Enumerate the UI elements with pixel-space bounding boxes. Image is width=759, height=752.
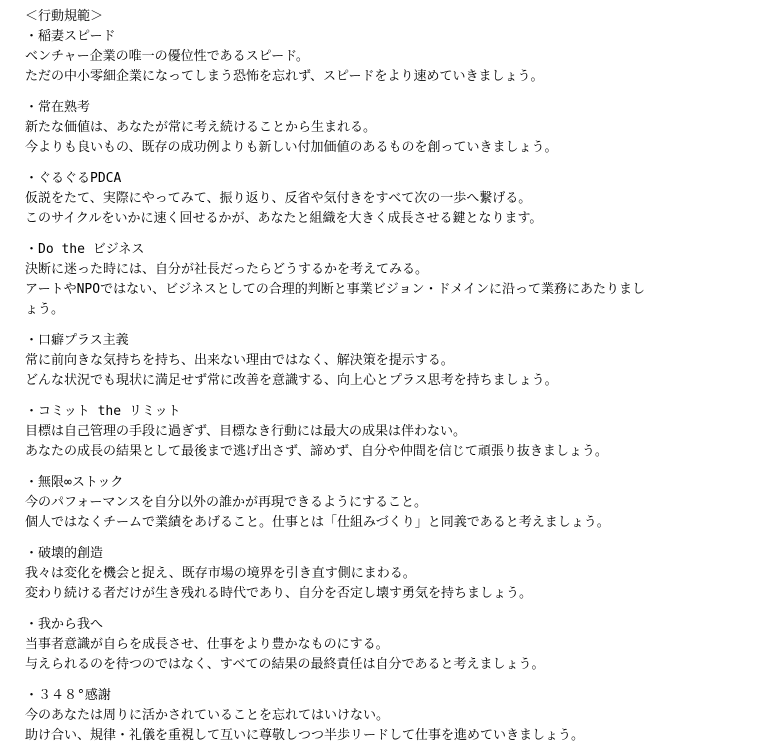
section-inazuma-speed bbox=[25, 27, 725, 87]
section-commit-the-limit bbox=[25, 402, 725, 462]
section-do-the-business bbox=[25, 240, 725, 320]
section-line: 仮説をたて、実際にやってみて、振り返り、反省や気付きをすべて次の一歩へ繋げる。 bbox=[25, 191, 532, 206]
section-ware-kara-ware bbox=[25, 615, 725, 675]
section-line: 常に前向きな気持ちを持ち、出来ない理由ではなく、解決策を提示する。 bbox=[25, 353, 454, 368]
section-line: 与えられるのを待つのではなく、すべての結果の最終責任は自分であると考えましょう。 bbox=[25, 657, 545, 672]
section-hakaiteki-sozo bbox=[25, 544, 725, 604]
section-line: 当事者意識が自らを成長させ、仕事をより豊かなものにする。 bbox=[25, 637, 389, 652]
section-line: 新たな価値は、あなたが常に考え続けることから生まれる。 bbox=[25, 120, 377, 135]
section-title: ・破壊的創造 bbox=[25, 546, 104, 561]
section-jozai-jukko bbox=[25, 98, 725, 158]
section-line: ょう。 bbox=[25, 302, 65, 317]
section-kuchiguse-plus bbox=[25, 331, 725, 391]
section-gap bbox=[25, 229, 725, 240]
section-title: ・稲妻スピード bbox=[25, 29, 116, 44]
section-gap bbox=[25, 533, 725, 544]
section-line: このサイクルをいかに速く回せるかが、あなたと組織を大きく成長させる鍵となります。 bbox=[25, 211, 543, 226]
section-gap bbox=[25, 391, 725, 402]
section-line: 我々は変化を機会と捉え、既存市場の境界を引き直す側にまわる。 bbox=[25, 566, 416, 581]
section-line: 今のパフォーマンスを自分以外の誰かが再現できるようにすること。 bbox=[25, 495, 427, 510]
section-line: 今よりも良いもの、既存の成功例よりも新しい付加価値のあるものを創っていきましょう。 bbox=[25, 140, 558, 155]
section-line: 目標は自己管理の手段に過ぎず、目標なき行動には最大の成果は伴わない。 bbox=[25, 424, 466, 439]
section-gap bbox=[25, 675, 725, 686]
section-line: 決断に迷った時には、自分が社長だったらどうするかを考えてみる。 bbox=[25, 262, 429, 277]
section-mugen-stock bbox=[25, 473, 725, 533]
section-line: アートやNPOではない、ビジネスとしての合理的判断と事業ビジョン・ドメインに沿って業務にあたりまし bbox=[25, 282, 646, 297]
section-title: ・我から我へ bbox=[25, 617, 104, 632]
section-line: 個人ではなくチームで業績をあげること。仕事とは「仕組みづくり」と同義であると考えましょう。 bbox=[25, 515, 610, 530]
section-title: ・Do the ビジネス bbox=[25, 242, 145, 257]
section-gap bbox=[25, 87, 725, 98]
section-line: 助け合い、規律・礼儀を重視して互いに尊敬しつつ半歩リードして仕事を進めていきましょう。 bbox=[25, 728, 585, 743]
section-line: 変わり続ける者だけが生き残れる時代であり、自分を否定し壊す勇気を持ちましょう。 bbox=[25, 586, 533, 601]
section-line: あなたの成長の結果として最後まで逃げ出さず、諦めず、自分や仲間を信じて頑張り抜きましょう。 bbox=[25, 444, 608, 459]
section-gap bbox=[25, 320, 725, 331]
section-title: ・口癖プラス主義 bbox=[25, 333, 129, 348]
section-gap bbox=[25, 604, 725, 615]
document-header: ＜行動規範＞ bbox=[25, 9, 104, 24]
section-line: どんな状況でも現状に満足せず常に改善を意識する、向上心とプラス思考を持ちましょう。 bbox=[25, 373, 558, 388]
section-title: ・コミット the リミット bbox=[25, 404, 181, 419]
section-line: ただの中小零細企業になってしまう恐怖を忘れず、スピードをより速めていきましょう。 bbox=[25, 69, 544, 84]
code-of-conduct-document bbox=[25, 7, 725, 746]
section-title: ・無限∞ストック bbox=[25, 475, 124, 490]
section-gap bbox=[25, 158, 725, 169]
section-title: ・３４８°感謝 bbox=[25, 688, 111, 703]
section-gap bbox=[25, 462, 725, 473]
section-title: ・ぐるぐるPDCA bbox=[25, 171, 122, 186]
section-line: 今のあなたは周りに活かされていることを忘れてはいけない。 bbox=[25, 708, 390, 723]
section-line: ベンチャー企業の唯一の優位性であるスピード。 bbox=[25, 49, 309, 64]
section-title: ・常在熟考 bbox=[25, 100, 91, 115]
section-348-kansha bbox=[25, 686, 725, 746]
section-guruguru-pdca bbox=[25, 169, 725, 229]
